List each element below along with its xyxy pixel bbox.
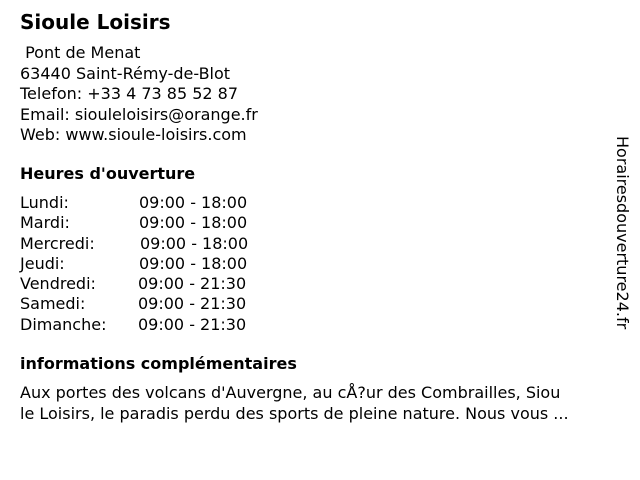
email-line: Email: siouleloisirs@orange.fr xyxy=(20,104,258,124)
phone-line: Telefon: +33 4 73 85 52 87 xyxy=(20,84,239,103)
contact-block xyxy=(20,43,258,146)
day-label: Samedi: xyxy=(20,294,86,314)
day-label: Mardi: xyxy=(20,213,70,233)
day-label: Jeudi: xyxy=(20,253,65,273)
hours-row-tuesday xyxy=(20,213,280,233)
day-label: Vendredi: xyxy=(20,274,96,294)
address-city: 63440 Saint-Rémy-de-Blot xyxy=(20,63,231,83)
info-line-2: le Loisirs, le paradis perdu des sports de pleine nature. Nous vous ... xyxy=(20,404,569,423)
day-label: Mercredi: xyxy=(20,233,95,253)
opening-hours-table xyxy=(20,193,280,335)
business-name: Sioule Loisirs xyxy=(20,10,171,34)
day-label: Dimanche: xyxy=(20,314,107,334)
time-range: 09:00 - 18:00 xyxy=(140,233,249,253)
time-range: 09:00 - 21:30 xyxy=(138,294,247,314)
time-range: 09:00 - 18:00 xyxy=(139,193,248,212)
additional-info-text xyxy=(20,382,625,424)
hours-row-monday xyxy=(20,193,280,213)
website-line: Web: www.sioule-loisirs.com xyxy=(20,125,247,144)
address-street: Pont de Menat xyxy=(20,43,141,62)
time-range: 09:00 - 18:00 xyxy=(139,253,248,273)
info-line-1: Aux portes des volcans d'Auvergne, au cÅ?ur des Combrailles, Siou xyxy=(20,383,561,402)
opening-hours-heading: Heures d'ouverture xyxy=(20,164,196,183)
hours-row-friday xyxy=(20,274,280,294)
hours-row-saturday xyxy=(20,294,280,314)
hours-row-wednesday xyxy=(20,234,280,254)
hours-row-sunday xyxy=(20,315,280,335)
time-range: 09:00 - 18:00 xyxy=(139,213,248,233)
hours-row-thursday xyxy=(20,254,280,274)
time-range: 09:00 - 21:30 xyxy=(138,314,247,334)
site-brand-vertical: Horairesdouverture24.fr xyxy=(613,136,632,330)
day-label: Lundi: xyxy=(20,193,69,212)
additional-info-heading: informations complémentaires xyxy=(20,354,297,373)
time-range: 09:00 - 21:30 xyxy=(138,274,247,294)
